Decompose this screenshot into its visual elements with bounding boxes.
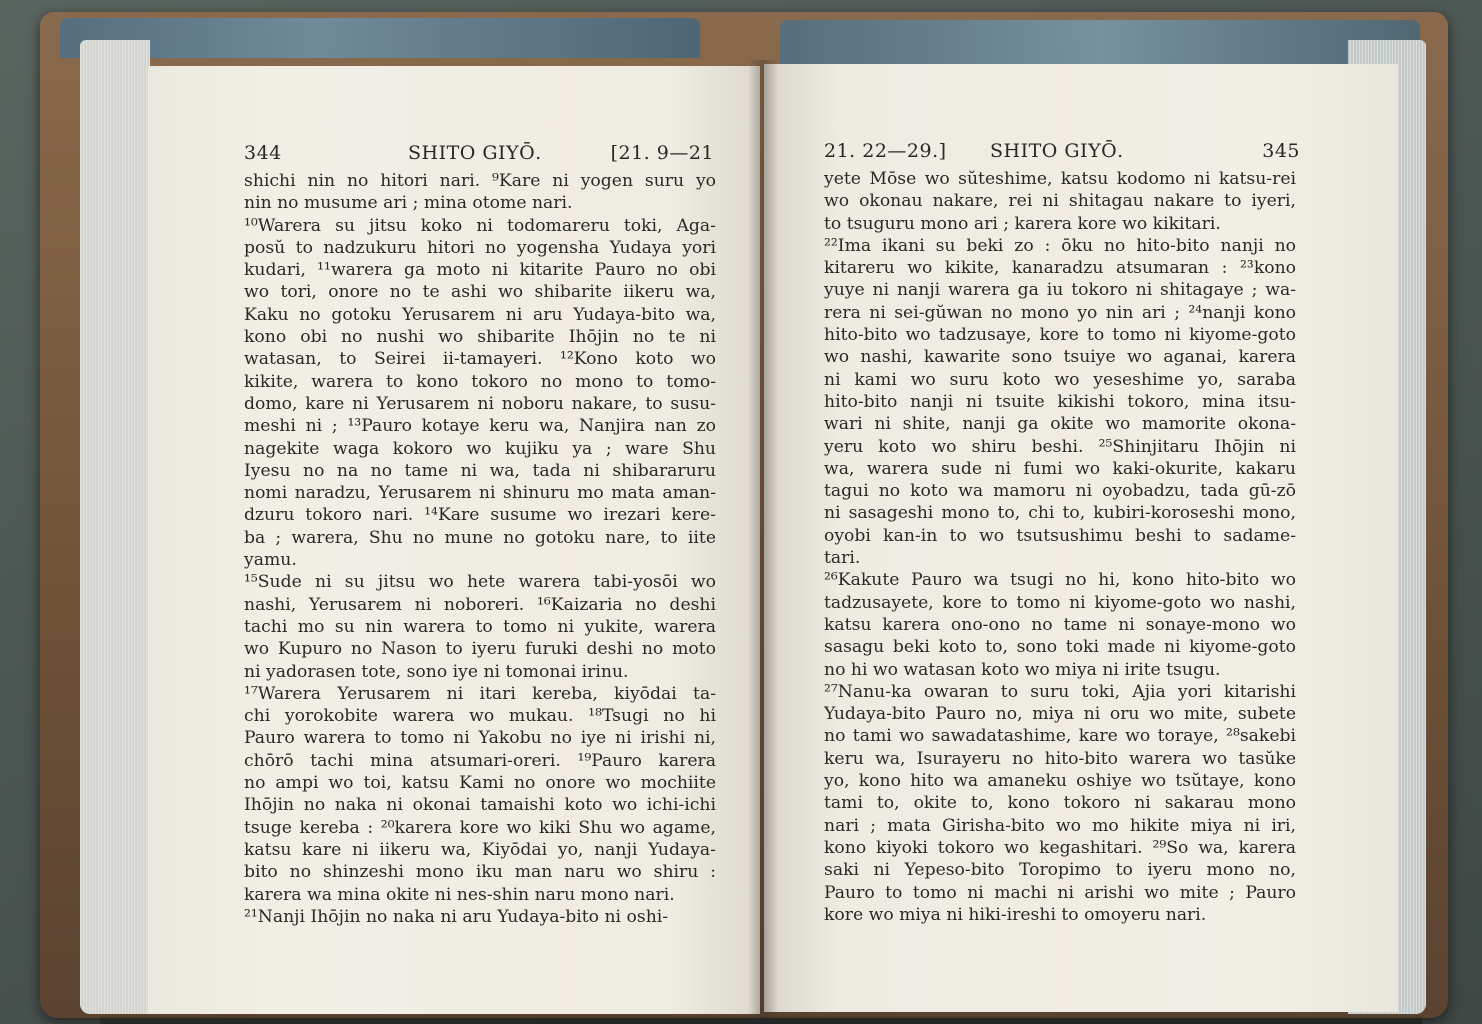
text-line: tsuge kereba : ²⁰karera kore wo kiki Shu wo agame, — [244, 817, 716, 838]
text-line: watasan, to Seirei ii-tamayeri. ¹²Kono koto wo — [244, 349, 716, 370]
left-page-text — [244, 170, 716, 928]
text-line: ¹⁰Warera su jitsu koko ni todomareru toki, Aga- — [244, 215, 716, 236]
text-line: tari. — [824, 548, 861, 569]
text-line: Pauro warera to tomo ni Yakobu no iye ni irishi ni, — [244, 728, 716, 749]
text-line: posŭ to nadzukuru hi̇tori no yogensha Yudaya yori — [244, 237, 716, 258]
text-line: domo, kare ni Yerusarem ni noboru nakare, to susu- — [244, 393, 716, 414]
text-line: kore wo miya ni hiki-ireshi to omoyeru nari. — [824, 904, 1207, 925]
text-line: kono obi no nushi wo shibarite Ihōjin no te ni — [244, 327, 716, 348]
text-line: wo okonau nakare, rei ni shi̇tagau nakare to iyeri, — [824, 191, 1296, 212]
text-line: tagui no koto wa mamoru ni oyobadzu, tada gū-zō — [824, 481, 1296, 502]
text-line: wo Kupuro no Nason to iyeru furuki deshi no moto — [244, 639, 716, 660]
left-page — [148, 66, 760, 1014]
text-line: yamu. — [244, 550, 297, 571]
text-line: wo nashi, kawarite sono tsuiye wo aganai, karera — [824, 347, 1296, 368]
text-line: hi̇to-bito nanji ni tsuite kikishi tokoro, mina itsu- — [824, 391, 1296, 412]
text-line: rera ni sei-gŭwan no mono yo nin ari ; ²⁴nanji kono — [824, 302, 1296, 323]
running-title: SHITO GIYŌ. — [990, 140, 1124, 162]
text-line: kudari, ¹¹warera ga moto ni kitarite Pauro no obi — [244, 260, 716, 281]
text-line: hi̇to-bito wo tadzusaye, kore to tomo ni kiyome-goto — [824, 325, 1296, 346]
right-page-header — [824, 140, 1300, 164]
text-line: ²⁷Nanu-ka owaran to suru toki, Ajia yori kitarishi — [824, 681, 1296, 702]
running-title: SHITO GIYŌ. — [408, 142, 542, 164]
text-line: katsu kare ni iikeru wa, Kiyōdai yo, nanji Yudaya- — [244, 839, 716, 860]
text-line: Ihōjin no naka ni okonai tamaishi koto wo ichi-ichi — [244, 795, 716, 816]
page-number: 345 — [1262, 140, 1300, 162]
text-line: tami to, okite to, kono tokoro ni sakarau mono — [824, 793, 1296, 814]
text-line: no hi wo watasan koto wo miya ni irite tsugu. — [824, 659, 1221, 680]
text-line: chōrō tachi mina atsumari-oreri. ¹⁹Pauro karera — [244, 750, 716, 771]
text-line: nagekite waga kokoro wo kujiku ya ; ware Shu — [244, 438, 716, 459]
text-line: nin no musume ari ; mina otome nari. — [244, 193, 573, 214]
text-line: ¹⁷Warera Yerusarem ni itari kereba, kiyōdai ta- — [244, 683, 716, 704]
right-page-text — [824, 168, 1296, 926]
text-line: Yudaya-bito Pauro no, miya ni oru wo mite, subete — [824, 704, 1296, 725]
right-page — [764, 64, 1398, 1012]
text-line: oyobi kan-in to wo tsutsushimu beshi to sadame- — [824, 525, 1296, 546]
page-edges-left — [80, 40, 150, 1014]
text-line: katsu karera ono-ono no tame ni sonaye-mono wo — [824, 614, 1296, 635]
text-line: no ampi wo toi, katsu Kami no onore wo mochiite — [244, 773, 716, 794]
text-line: wo tori, onore no te ashi wo shibarite iikeru wa, — [244, 282, 716, 303]
text-line: ²²Ima ikani su beki zo : ōku no hi̇to-bito nanji no — [824, 235, 1296, 256]
bottom-shadow — [100, 1014, 1422, 1024]
text-line: ni kami wo suru koto wo yeseshime yo, saraba — [824, 369, 1296, 390]
text-line: ¹⁵Sude ni su jitsu wo hete warera tabi-yosōi wo — [244, 572, 716, 593]
text-line: ²⁶Kakute Pauro wa tsugi no hi, kono hi̇to-bito wo — [824, 570, 1296, 591]
text-line: chi yorokobite warera wo mukau. ¹⁸Tsugi no hi — [244, 706, 716, 727]
text-line: ba ; warera, Shu no mune no gotoku nare, to iite — [244, 527, 716, 548]
cover-cloth-left — [60, 18, 700, 58]
text-line: sasagu beki koto to, sono toki made ni kiyome-goto — [824, 637, 1296, 658]
text-line: yo, kono hi̇to wa amaneku oshiye wo tsŭtaye, kono — [824, 771, 1296, 792]
chapter-reference: [21. 9—21 — [610, 142, 714, 164]
text-line: tachi mo su nin warera to tomo ni yukite, warera — [244, 616, 716, 637]
text-line: wa, warera sude ni fumi wo kaki-okurite, kakaru — [824, 458, 1296, 479]
text-line: nomi naradzu, Yerusarem ni shinuru mo mata aman- — [244, 483, 716, 504]
page-number: 344 — [244, 142, 282, 164]
text-line: ni yadorasen tote, sono iye ni tomonai irinu. — [244, 661, 629, 682]
text-line: Kaku no gotoku Yerusarem ni aru Yudaya-bito wa, — [244, 304, 716, 325]
text-line: ²¹Nanji Ihōjin no naka ni aru Yudaya-bito ni oshi- — [244, 906, 669, 927]
text-line: ni sasageshi mono to, chi to, kubiri-koroseshi mono, — [824, 503, 1296, 524]
text-line: yuye ni nanji warera ga iu tokoro ni shi̇tagaye ; wa- — [824, 280, 1296, 301]
text-line: tadzusayete, kore to tomo ni kiyome-goto wo nashi, — [824, 592, 1296, 613]
left-page-header — [244, 142, 714, 166]
text-line: no tami wo sawadatashime, kare wo toraye, ²⁸sakebi — [824, 726, 1296, 747]
text-line: Iyesu no na no tame ni wa, tada ni shibararuru — [244, 460, 716, 481]
text-line: dzuru tokoro nari. ¹⁴Kare susume wo irezari kere- — [244, 505, 716, 526]
chapter-reference: 21. 22—29.] — [824, 140, 947, 162]
text-line: bito no shinzeshi mono iku man naru wo shiru : — [244, 862, 716, 883]
text-line: saki ni Yepeso-bito Toropimo to iyeru mono no, — [824, 860, 1296, 881]
text-line: kono kiyoki tokoro wo kegashi̇tari. ²⁹So wa, karera — [824, 837, 1296, 858]
book-gutter — [748, 60, 778, 1018]
text-line: nari ; mata Girisha-bito wo mo hikite miya ni iri, — [824, 815, 1296, 836]
text-line: keru wa, Isurayeru no hi̇to-bito warera wo tasŭke — [824, 748, 1296, 769]
text-line: wari ni shi̇te, nanji ga okite wo mamorite okona- — [824, 414, 1296, 435]
text-line: kikite, warera to kono tokoro no mono to tomo- — [244, 371, 716, 392]
cover-cloth-right — [780, 20, 1420, 64]
text-line: nashi, Yerusarem ni noboreri. ¹⁶Kaizaria no deshi — [244, 594, 716, 615]
text-line: to tsuguru mono ari ; karera kore wo kikitari. — [824, 213, 1221, 234]
text-line: kitareru wo kikite, kanaradzu atsumaran : ²³kono — [824, 258, 1296, 279]
text-line: meshi ni ; ¹³Pauro kotaye keru wa, Nanjira nan zo — [244, 416, 716, 437]
text-line: Pauro to tomo ni machi ni arishi wo mite ; Pauro — [824, 882, 1296, 903]
text-line: yeru koto wo shiru beshi. ²⁵Shinjitaru Ihōjin ni — [824, 436, 1296, 457]
text-line: karera wa mina okite ni nes-shin naru mono nari. — [244, 884, 675, 905]
text-line: shi̇chi nin no hi̇tori nari. ⁹Kare ni yogen suru yo — [244, 171, 716, 191]
text-line: yete Mōse wo sŭteshime, katsu kodomo ni katsu-rei — [824, 169, 1296, 189]
